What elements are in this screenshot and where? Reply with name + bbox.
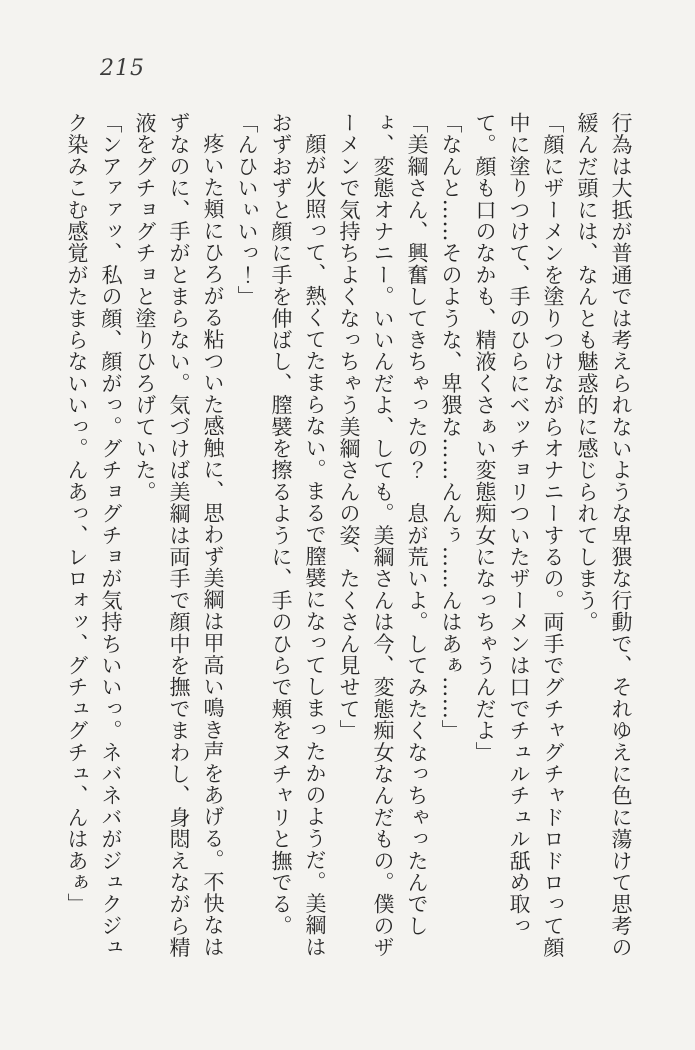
paragraph-dialogue-5: 「ンアァァッ、私の顔、顔がっ。グチョグチョが気持ちいいっ。ネバネバがジュクジュク染みこむ感覚がたまらないいっ。んあっ、レロォッ、グチュグチュ、んはあぁ」 (65, 112, 123, 959)
paragraph-dialogue-4: 「んひいぃいっ！」 (235, 112, 259, 308)
paragraph-dialogue-2: 「なんと……そのような、卑猥な……んんぅ……んはあぁ……」 (439, 112, 463, 742)
page-number: 215 (100, 56, 145, 81)
vertical-text-block (60, 112, 638, 960)
paragraph-dialogue-3: 「美綱さん、興奮してきちゃったの？ 息が荒いよ。してみたくなっちゃったんでしょ、変態オナニー。いいんだよ、しても。美綱さんは今、変態痴女なんだもの。僕のザーメンで気持ちよくなっちゃう美綱さんの姿、たくさん見せて」 (337, 112, 429, 959)
paragraph-narration-opening: 行為は大抵が普通では考えられないような卑猥な行動で、それゆえに色に蕩けて思考の緩んだ頭には、なんとも魅惑的に感じられてしまう。 (575, 112, 633, 959)
paragraph-narration-2: 顔が火照って、熱くてたまらない。まるで膣襞になってしまったかのようだ。美綱はおずおずと顔に手を伸ばし、膣襞を擦るように、手のひらで頬をヌチャリと撫でる。 (269, 112, 327, 958)
paragraph-narration-3: 疼いた頬にひろがる粘ついた感触に、思わず美綱は甲高い鳴き声をあげる。不快なはずなのに、手がとまらない。気づけば美綱は両手で顔中を撫でまわし、身悶えながら精液をグチョグチョと塗りひろげていた。 (133, 112, 225, 959)
paragraph-dialogue-1: 「顔にザーメンを塗りつけながらオナニーするの。両手でグチャグチャドロドロって顔中に塗りつけて、手のひらにベッチョリついたザーメンは口でチュルチュル舐め取って。顔も口のなかも、精液くさぁい変態痴女になっちゃうんだよ」 (473, 112, 565, 959)
